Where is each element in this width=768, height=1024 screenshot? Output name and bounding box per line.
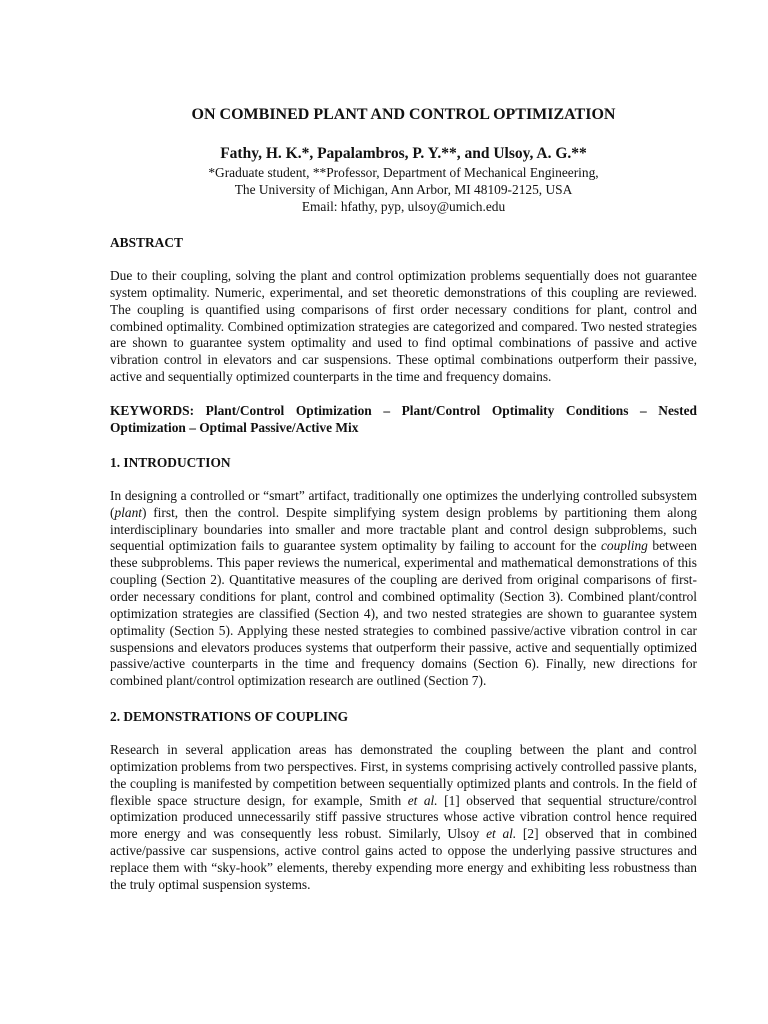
affiliation-line-2: The University of Michigan, Ann Arbor, MI 48109-2125, USA: [234, 182, 573, 197]
demonstrations-paragraph: [110, 742, 697, 894]
section-2-heading: 2. DEMONSTRATIONS OF COUPLING: [110, 709, 349, 725]
demo-etal-2: et al.: [486, 826, 517, 842]
intro-text-3: between these subproblems. This paper reviews the numerical, experimental and mathematical demonstrations of this coupling (Section 2). Quantitative measures of the coupling are derived from original comparisons of first-order necessary conditions for plant, control and combined optimality (Section 3). Combined plant/control optimization strategies are classified (Section 4), and two nested strategies are shown to guarantee system optimality (Section 5). Applying these nested strategies to combined passive/active vibration control in car suspensions and elevators produces systems that outperform their passive, active and sequentially optimized passive/active counterparts in the time and frequency domains (Section 6). Finally, new directions for combined plant/control optimization research are outlined (Section 7).: [110, 538, 697, 689]
author-email: Email: hfathy, pyp, ulsoy@umich.edu: [301, 199, 506, 214]
intro-plant-word: plant: [114, 504, 142, 520]
intro-text-2: ) first, then the control. Despite simplifying system design problems by partitioning them along interdisciplinary boundaries into smaller and more tractable plant and control design subproblems, such sequential optimization fails to guarantee system optimality by failing to account for the: [110, 504, 697, 554]
abstract-text: Due to their coupling, solving the plant and control optimization problems sequentially does not guarantee system optimality. Numeric, experimental, and set theoretic demonstrations of this coupling are reviewed. The coupling is quantified using comparisons of first order necessary conditions for plant, control and combined optimality. Combined optimization strategies are categorized and compared. Two nested strategies are shown to guarantee system optimality and used to find optimal combinations of passive and active vibration control in elevators and car suspensions. These optimal combinations outperform their passive, active and sequentially optimized counterparts in the time and frequency domains.: [110, 268, 697, 385]
author-list: Fathy, H. K.*, Papalambros, P. Y.**, and Ulsoy, A. G.**: [220, 145, 587, 162]
abstract-heading: ABSTRACT: [110, 235, 183, 250]
intro-text-1: In designing a controlled or “smart” artifact, traditionally one optimizes the underlying controlled subsystem (: [110, 487, 697, 520]
introduction-paragraph: [110, 488, 697, 690]
paper-page: [110, 96, 697, 894]
section-1-heading: 1. INTRODUCTION: [110, 454, 231, 470]
demo-etal-1: et al.: [407, 792, 438, 808]
paper-title: ON COMBINED PLANT AND CONTROL OPTIMIZATION: [191, 106, 616, 123]
keywords: KEYWORDS: Plant/Control Optimization – Plant/Control Optimality Conditions – Nested Optimization – Optimal Passive/Active Mix: [110, 402, 697, 435]
intro-coupling-word: coupling: [600, 538, 648, 554]
demo-text-2: [1] observed that sequential structure/control optimization produced unnecessarily stiff passive structures whose active vibration control hence required more energy and was consequently less robust. Similarly, Ulsoy: [110, 792, 697, 842]
affiliation-line-1: *Graduate student, **Professor, Department of Mechanical Engineering,: [208, 165, 599, 180]
demo-text-1: Research in several application areas has demonstrated the coupling between the plant and control optimization problems from two perspectives. First, in systems comprising actively controlled passive plants, the coupling is manifested by competition between sequentially optimized plants and controls. In the field of flexible space structure design, for example, Smith: [110, 742, 697, 808]
demo-text-3: [2] observed that in combined active/passive car suspensions, active control gains acted to oppose the underlying passive structures and replace them with “sky-hook” elements, thereby expending more energy and exhibiting less robustness than the truly optimal suspension systems.: [110, 826, 697, 892]
